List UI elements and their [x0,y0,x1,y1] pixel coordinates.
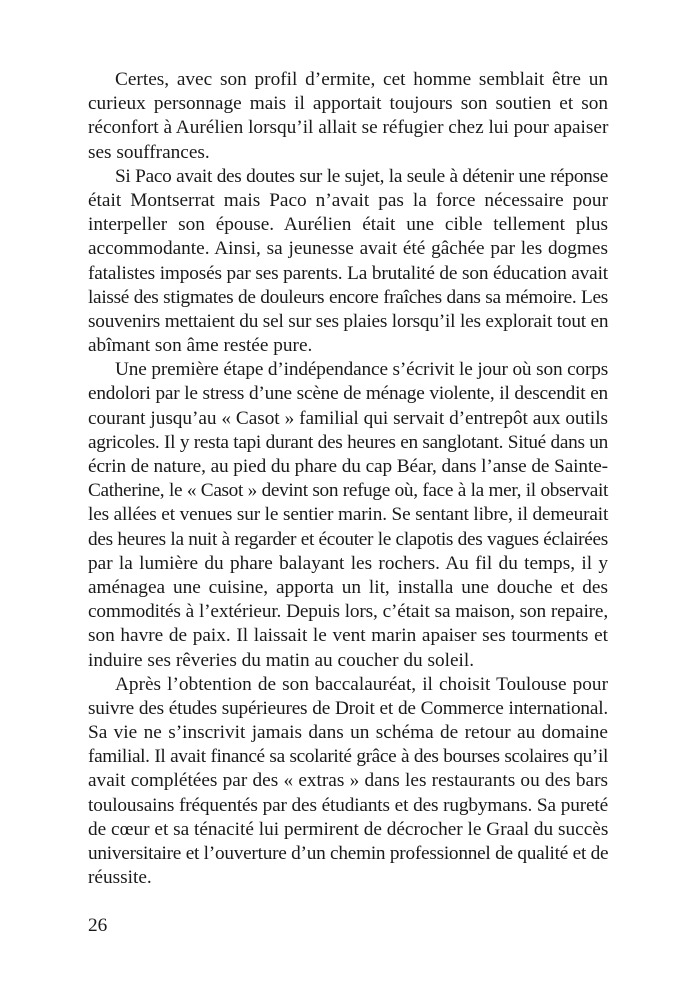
text-line: Après l’obtention de son baccalauréat, il choisit Toulouse pour [115,673,608,695]
text-line: induire ses rêveries du matin au coucher du soleil. [88,649,475,671]
text-line: réconfort à Aurélien lorsqu’il allait se réfugier chez lui pour apaiser [88,117,609,139]
page-number: 26 [88,915,108,936]
paragraph [88,165,608,359]
text-line: interpeller son épouse. Aurélien était une cible tellement plus [88,214,608,236]
text-line: son havre de paix. Il laissait le vent marin apaiser ses tourments et [88,625,608,647]
text-line: ses souffrances. [88,141,210,163]
text-line: abîmant son âme restée pure. [88,335,313,357]
text-line: Certes, avec son profil d’ermite, cet homme semblait être un [115,69,608,90]
text-line: courant jusqu’au « Casot » familial qui servait d’entrepôt aux outils [88,407,608,429]
text-line: écrin de nature, au pied du phare du cap Béar, dans l’anse de Sainte- [88,456,608,477]
text-line: laissé des stigmates de douleurs encore fraîches dans sa mémoire. Les [88,286,608,308]
text-line: Catherine, le « Casot » devint son refuge où, face à la mer, il observait [88,480,608,502]
paragraph [88,673,608,891]
text-line: était Montserrat mais Paco n’avait pas la force nécessaire pour [88,189,608,211]
text-line: accommodante. Ainsi, sa jeunesse avait été gâchée par les dogmes [88,238,608,260]
body-text [88,68,608,890]
text-line: endolori par le stress d’une scène de ménage violente, il descendit en [88,383,608,405]
text-line: Si Paco avait des doutes sur le sujet, la seule à détenir une réponse [115,165,608,187]
text-line: de cœur et sa ténacité lui permirent de décrocher le Graal du succès [88,818,609,840]
text-line: avait complétées par des « extras » dans les restaurants ou des bars [88,770,608,792]
text-line: familial. Il avait financé sa scolarité grâce à des bourses scolaires qu’il [88,746,608,768]
text-line: aménagea une cuisine, apporta un lit, installa une douche et des [88,576,608,598]
text-line: par la lumière du phare balayant les rochers. Au fil du temps, il y [88,552,608,574]
text-line: fatalistes imposés par ses parents. La brutalité de son éducation avait [88,262,608,284]
text-line: commodités à l’extérieur. Depuis lors, c’était sa maison, son repaire, [88,601,608,623]
text-line: Sa vie ne s’inscrivit jamais dans un schéma de retour au domaine [88,722,608,744]
text-line: curieux personnage mais il apportait toujours son soutien et son [88,93,608,115]
text-line: suivre des études supérieures de Droit et de Commerce international. [88,697,608,719]
text-line: souvenirs mettaient du sel sur ses plaies lorsqu’il les explorait tout en [88,310,609,332]
text-line: agricoles. Il y resta tapi durant des heures en sanglotant. Situé dans un [88,431,608,453]
text-line: Une première étape d’indépendance s’écrivit le jour où son corps [115,359,609,381]
text-line: toulousains fréquentés par des étudiants et des rugbymans. Sa pureté [88,794,608,816]
text-line: réussite. [88,867,152,889]
paragraph [88,68,608,165]
text-line: universitaire et l’ouverture d’un chemin professionnel de qualité et de [88,843,609,864]
text-line: des heures la nuit à regarder et écouter le clapotis des vagues éclairées [88,528,608,550]
paragraph [88,358,608,672]
text-line: les allées et venues sur le sentier marin. Se sentant libre, il demeurait [88,504,609,526]
